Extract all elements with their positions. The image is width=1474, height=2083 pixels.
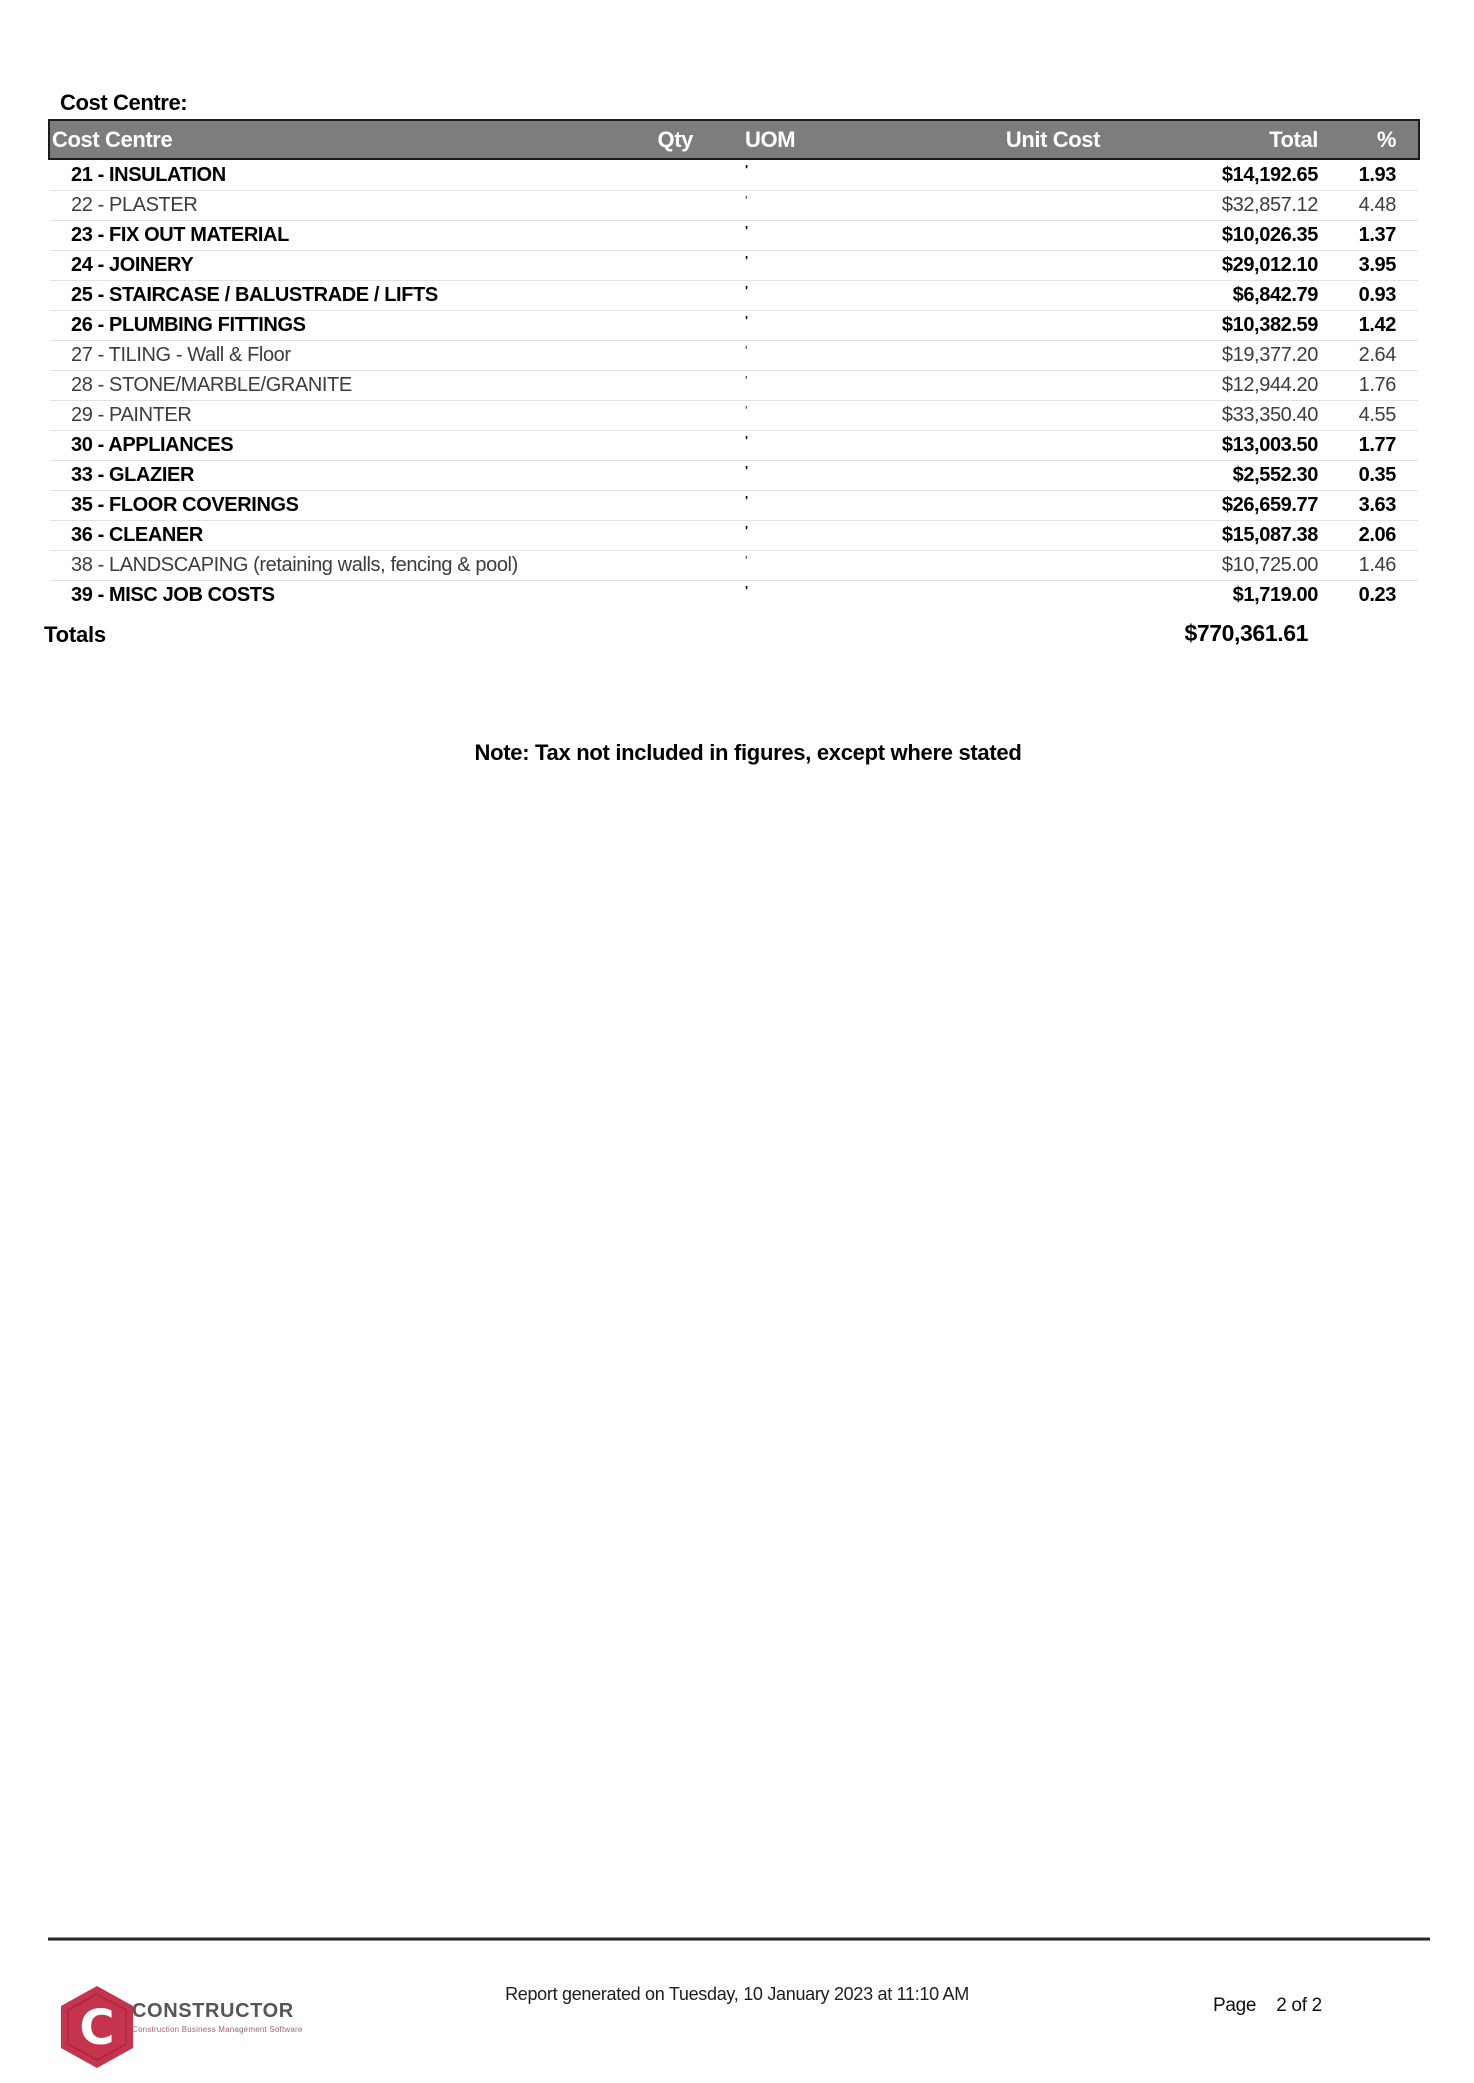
- cost-centre-cell: 25 - STAIRCASE / BALUSTRADE / LIFTS: [71, 284, 438, 306]
- table-row: [50, 220, 1418, 250]
- uom-cell: ': [745, 373, 748, 388]
- uom-cell: ': [745, 553, 748, 568]
- table-row: [50, 280, 1418, 310]
- total-cell: $2,552.30: [1232, 464, 1318, 486]
- brand-name: CONSTRUCTOR: [132, 2000, 294, 2022]
- column-header-unit-cost: Unit Cost: [1005, 126, 1100, 152]
- percent-cell: 0.23: [1358, 584, 1396, 606]
- column-header-qty: Qty: [657, 126, 693, 152]
- uom-cell: ': [745, 193, 748, 208]
- table-row: [50, 580, 1418, 610]
- brand-block: [132, 2000, 303, 2034]
- table-header-row: [48, 119, 1420, 160]
- table-row: [50, 370, 1418, 400]
- percent-cell: 1.46: [1358, 554, 1396, 576]
- page-label: Page: [1213, 1995, 1257, 2016]
- cost-centre-cell: 24 - JOINERY: [71, 254, 194, 276]
- cost-centre-cell: 38 - LANDSCAPING (retaining walls, fencing & pool): [71, 554, 518, 576]
- cost-centre-cell: 35 - FLOOR COVERINGS: [71, 494, 299, 516]
- percent-cell: 2.64: [1358, 344, 1396, 366]
- totals-value: $770,361.61: [1184, 620, 1308, 646]
- page-number: 2 of 2: [1276, 1995, 1322, 2016]
- total-cell: $33,350.40: [1221, 404, 1318, 426]
- cost-centre-cell: 39 - MISC JOB COSTS: [71, 584, 275, 606]
- percent-cell: 4.55: [1358, 404, 1396, 426]
- table-row: [50, 400, 1418, 430]
- total-cell: $1,719.00: [1232, 584, 1318, 606]
- uom-cell: ': [745, 253, 748, 268]
- percent-cell: 0.93: [1358, 284, 1396, 306]
- table-row: [50, 310, 1418, 340]
- cost-centre-cell: 28 - STONE/MARBLE/GRANITE: [71, 374, 352, 396]
- percent-cell: 1.37: [1358, 224, 1396, 246]
- uom-cell: ': [745, 433, 748, 448]
- total-cell: $15,087.38: [1221, 524, 1318, 546]
- uom-cell: ': [745, 583, 748, 598]
- cost-centre-cell: 27 - TILING - Wall & Floor: [71, 344, 291, 366]
- table-row: [50, 190, 1418, 220]
- column-header-uom: UOM: [745, 126, 796, 152]
- uom-cell: ': [745, 403, 748, 418]
- table-row: [50, 430, 1418, 460]
- cost-centre-cell: 21 - INSULATION: [71, 163, 226, 186]
- table-row: [50, 550, 1418, 580]
- cost-centre-cell: 26 - PLUMBING FITTINGS: [71, 314, 306, 336]
- percent-cell: 3.63: [1358, 494, 1396, 516]
- total-cell: $14,192.65: [1221, 163, 1318, 186]
- uom-cell: ': [745, 463, 748, 478]
- percent-cell: 0.35: [1358, 464, 1396, 486]
- total-cell: $10,026.35: [1221, 224, 1318, 246]
- total-cell: $19,377.20: [1221, 344, 1318, 366]
- percent-cell: 4.48: [1358, 194, 1396, 216]
- percent-cell: 3.95: [1358, 254, 1396, 276]
- total-cell: $6,842.79: [1232, 284, 1318, 306]
- uom-cell: ': [745, 343, 748, 358]
- total-cell: $12,944.20: [1221, 374, 1318, 396]
- table-row: [50, 340, 1418, 370]
- column-header-cost-centre: Cost Centre: [52, 126, 173, 152]
- table-body: [50, 160, 1418, 610]
- table-row: [50, 460, 1418, 490]
- table-row: [50, 490, 1418, 520]
- page-title: Cost Centre:: [60, 90, 188, 115]
- total-cell: $13,003.50: [1221, 434, 1318, 456]
- svg-text:C: C: [79, 2000, 115, 2056]
- percent-cell: 1.93: [1358, 163, 1396, 186]
- uom-cell: ': [745, 523, 748, 538]
- column-header-percent: %: [1376, 126, 1396, 152]
- table-row: [50, 520, 1418, 550]
- page-indicator: [1213, 1995, 1322, 2017]
- total-cell: $29,012.10: [1221, 254, 1318, 276]
- total-cell: $32,857.12: [1221, 194, 1318, 216]
- cost-centre-cell: 30 - APPLIANCES: [71, 434, 234, 456]
- percent-cell: 1.42: [1358, 314, 1396, 336]
- uom-cell: ': [745, 283, 748, 298]
- column-header-total: Total: [1269, 126, 1318, 152]
- table-row: [50, 250, 1418, 280]
- cost-centre-cell: 29 - PAINTER: [71, 404, 192, 426]
- cost-centre-cell: 22 - PLASTER: [71, 194, 198, 216]
- table-row: [50, 160, 1418, 190]
- total-cell: $10,725.00: [1221, 554, 1318, 576]
- footer-divider: [48, 1937, 1430, 1941]
- uom-cell: ': [745, 223, 748, 238]
- cost-centre-cell: 33 - GLAZIER: [71, 464, 194, 486]
- cost-centre-cell: 23 - FIX OUT MATERIAL: [71, 224, 289, 246]
- uom-cell: ': [745, 162, 748, 177]
- brand-tagline: Construction Business Management Software: [132, 2025, 303, 2034]
- total-cell: $10,382.59: [1221, 314, 1318, 336]
- tax-note: Note: Tax not included in figures, except where stated: [474, 740, 1022, 765]
- report-generated-text: Report generated on Tuesday, 10 January 2023 at 11:10 AM: [505, 1984, 969, 2004]
- uom-cell: ': [745, 493, 748, 508]
- percent-cell: 2.06: [1358, 524, 1396, 546]
- cost-centre-cell: 36 - CLEANER: [71, 524, 203, 546]
- percent-cell: 1.76: [1358, 374, 1396, 396]
- percent-cell: 1.77: [1358, 434, 1396, 456]
- uom-cell: ': [745, 313, 748, 328]
- totals-label: Totals: [44, 622, 106, 647]
- total-cell: $26,659.77: [1221, 494, 1318, 516]
